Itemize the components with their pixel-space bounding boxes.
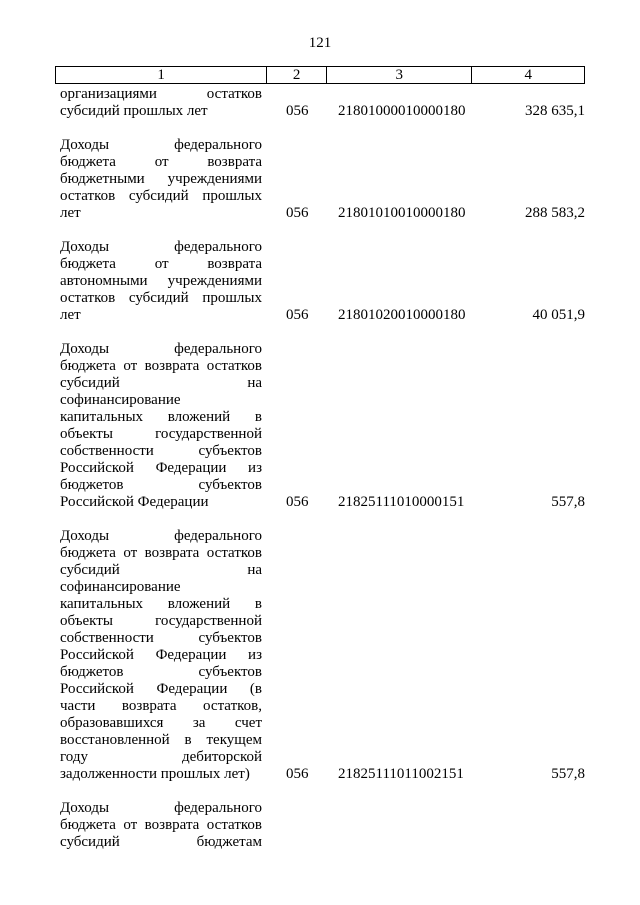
description-line: части возврата остатков, [60,698,262,714]
description-line: Российской Федерации (в [60,681,262,697]
description-line: бюджетными учреждениями [60,171,262,187]
description-line: автономными учреждениями [60,273,262,289]
description-line: лет [60,205,81,221]
description-line: субсидий на [60,562,262,578]
row-code: 056 [286,307,309,323]
description-line: бюджета от возврата остатков [60,545,262,561]
row-kbk: 21801010010000180 [338,205,466,221]
description-line: остатков субсидий прошлых [60,188,262,204]
table-row [60,800,585,851]
column-header-row [55,66,585,84]
row-description [60,341,262,511]
description-line: субсидий бюджетам [60,834,262,850]
description-line: софинансирование [60,392,181,408]
column-header-4: 4 [524,67,532,83]
column-header-3: 3 [327,67,472,83]
description-line: бюджета от возврата [60,256,262,272]
table-row [60,137,585,222]
row-amount [475,834,585,851]
description-line: году дебиторской [60,749,262,765]
description-line: капитальных вложений в [60,409,262,425]
description-line: Доходы федерального [60,239,262,255]
row-code: 056 [286,103,309,119]
description-line: собственности субъектов [60,443,262,459]
description-line: Доходы федерального [60,528,262,544]
description-line: организациями остатков [60,86,262,102]
row-description [60,239,262,324]
description-line: лет [60,307,81,323]
column-header-1: 1 [56,67,267,83]
row-code: 056 [286,494,309,510]
description-line: бюджетов субъектов [60,477,262,493]
row-amount: 40 051,9 [532,307,585,323]
description-line: Российской Федерации [60,494,209,510]
row-kbk [338,834,488,851]
row-amount: 328 635,1 [525,103,585,119]
description-line: собственности субъектов [60,630,262,646]
row-kbk: 21801020010000180 [338,307,466,323]
table-row [60,341,585,511]
row-amount: 288 583,2 [525,205,585,221]
table-row [60,86,585,120]
row-description [60,86,262,120]
description-line: бюджетов субъектов [60,664,262,680]
table-row [60,239,585,324]
description-line: субсидий прошлых лет [60,103,208,119]
description-line: Доходы федерального [60,341,262,357]
description-line: объекты государственной [60,426,262,442]
description-line: Доходы федерального [60,800,262,816]
description-line: Доходы федерального [60,137,262,153]
table-row [60,528,585,783]
description-line: капитальных вложений в [60,596,262,612]
row-kbk: 21801000010000180 [338,103,466,119]
row-kbk: 21825111010000151 [338,494,465,510]
row-kbk: 21825111011002151 [338,766,464,782]
description-line: задолженности прошлых лет) [60,766,250,782]
table-body [60,86,585,868]
row-amount: 557,8 [551,494,585,510]
description-line: образовавшихся за счет [60,715,262,731]
row-amount: 557,8 [551,766,585,782]
description-line: остатков субсидий прошлых [60,290,262,306]
row-code: 056 [286,766,309,782]
row-code: 056 [286,205,309,221]
description-line: софинансирование [60,579,181,595]
description-line: бюджета от возврата остатков [60,817,262,833]
description-line: субсидий на [60,375,262,391]
row-description [60,800,262,851]
description-line: бюджета от возврата остатков [60,358,262,374]
row-code [286,834,310,851]
description-line: Российской Федерации из [60,460,262,476]
description-line: Российской Федерации из [60,647,262,663]
row-description [60,137,262,222]
column-header-2: 2 [267,67,327,83]
description-line: бюджета от возврата [60,154,262,170]
description-line: объекты государственной [60,613,262,629]
page-number: 121 [308,35,332,51]
row-description [60,528,262,783]
description-line: восстановленной в текущем [60,732,262,748]
